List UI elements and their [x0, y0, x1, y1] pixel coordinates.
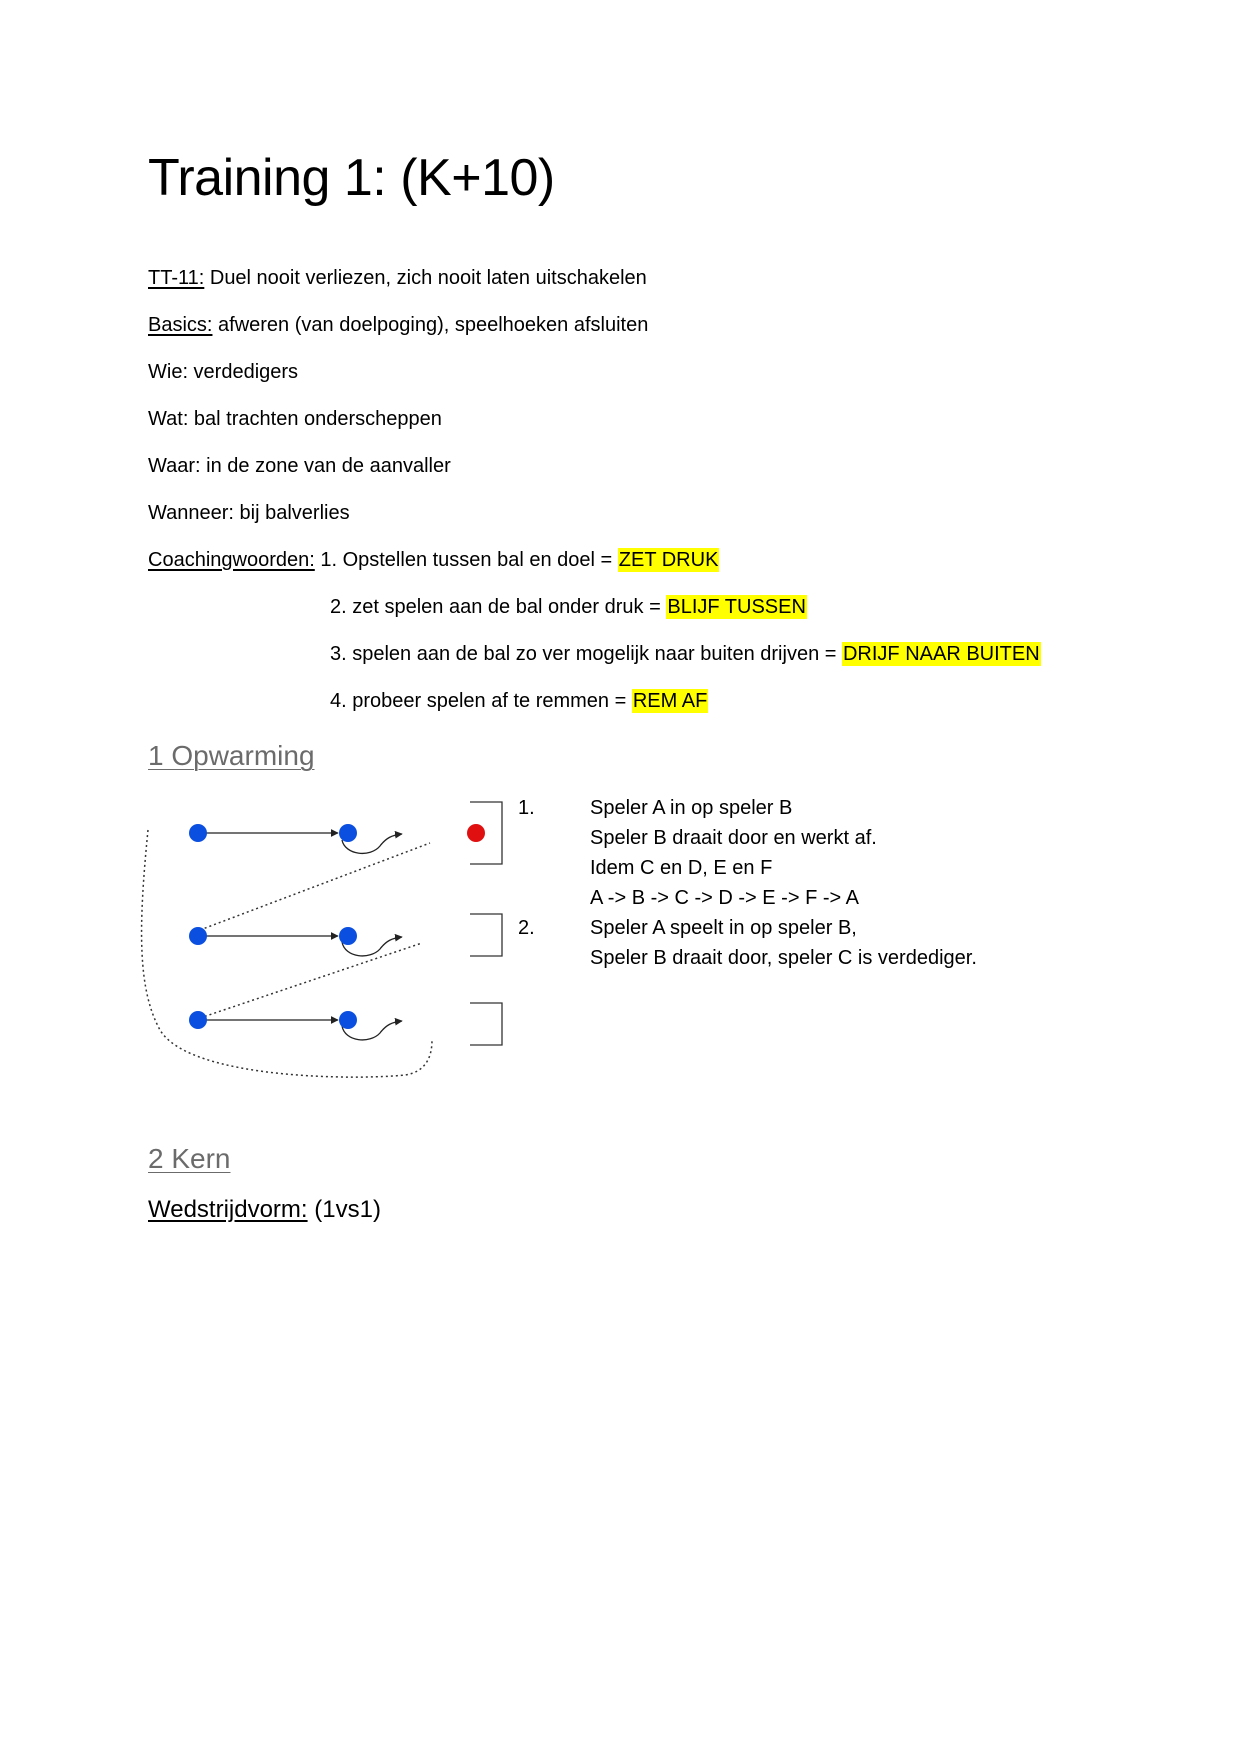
wedstrijdvorm-value: (1vs1): [307, 1196, 381, 1223]
wedstrijdvorm-line: [148, 1198, 381, 1222]
coaching-keyword-4: REM AF: [632, 690, 708, 712]
player-b: [339, 824, 357, 842]
pass-dotted-line-2: [200, 943, 422, 1018]
coaching-item-3-text: 3. spelen aan de bal zo ver mogelijk naar buiten drijven =: [330, 643, 842, 665]
goal-3: [470, 1003, 502, 1045]
tt-line: [148, 268, 647, 288]
drill-diagram: [140, 790, 520, 1090]
section-heading-opwarming: 1 Opwarming: [148, 740, 315, 771]
basics-text: afweren (van doelpoging), speelhoeken afsluiten: [212, 314, 649, 336]
step-2-number: 2.: [518, 917, 535, 939]
defender: [467, 824, 485, 842]
step-1-text-1: Speler A in op speler B: [590, 797, 793, 819]
coaching-line-4: [330, 691, 708, 711]
player-e: [189, 1011, 207, 1029]
pass-dotted-line-1: [200, 843, 430, 930]
tt-label: TT-11:: [148, 267, 205, 289]
coaching-keyword-2: BLIJF TUSSEN: [667, 596, 806, 618]
player-f: [339, 1011, 357, 1029]
basics-line: [148, 315, 648, 335]
step-1-text-4: A -> B -> C -> D -> E -> F -> A: [590, 887, 859, 909]
coaching-line-2: [330, 597, 807, 617]
goal-2: [470, 914, 502, 956]
coaching-keyword-3: DRIJF NAAR BUITEN: [842, 643, 1040, 665]
coaching-item-4-text: 4. probeer spelen af te remmen =: [330, 690, 632, 712]
step-1-text-2: Speler B draait door en werkt af.: [590, 827, 877, 849]
wanneer-line: Wanneer: bij balverlies: [148, 502, 350, 524]
player-d: [339, 927, 357, 945]
player-a: [189, 824, 207, 842]
coaching-keyword-1: ZET DRUK: [618, 549, 719, 571]
tt-text: Duel nooit verliezen, zich nooit laten uitschakelen: [204, 267, 647, 289]
page-title: Training 1: (K+10): [148, 149, 555, 207]
step-1-number: 1.: [518, 797, 535, 819]
coaching-line-1: [148, 550, 719, 570]
coaching-label: Coachingwoorden:: [148, 549, 315, 571]
wedstrijdvorm-label: Wedstrijdvorm:: [148, 1196, 308, 1223]
coaching-item-1-text: 1. Opstellen tussen bal en doel =: [314, 549, 618, 571]
rotation-dotted-path: [142, 830, 432, 1077]
step-1-text-3: Idem C en D, E en F: [590, 857, 773, 879]
wat-line: Wat: bal trachten onderscheppen: [148, 408, 442, 430]
basics-label: Basics:: [148, 314, 213, 336]
section-heading-kern: 2 Kern: [148, 1143, 231, 1174]
player-c: [189, 927, 207, 945]
coaching-item-2-text: 2. zet spelen aan de bal onder druk =: [330, 596, 667, 618]
waar-line: Waar: in de zone van de aanvaller: [148, 455, 451, 477]
coaching-line-3: [330, 644, 1041, 664]
step-2-text-1: Speler A speelt in op speler B,: [590, 917, 857, 939]
wie-line: Wie: verdedigers: [148, 361, 299, 383]
step-2-text-2: Speler B draait door, speler C is verdediger.: [590, 947, 977, 969]
